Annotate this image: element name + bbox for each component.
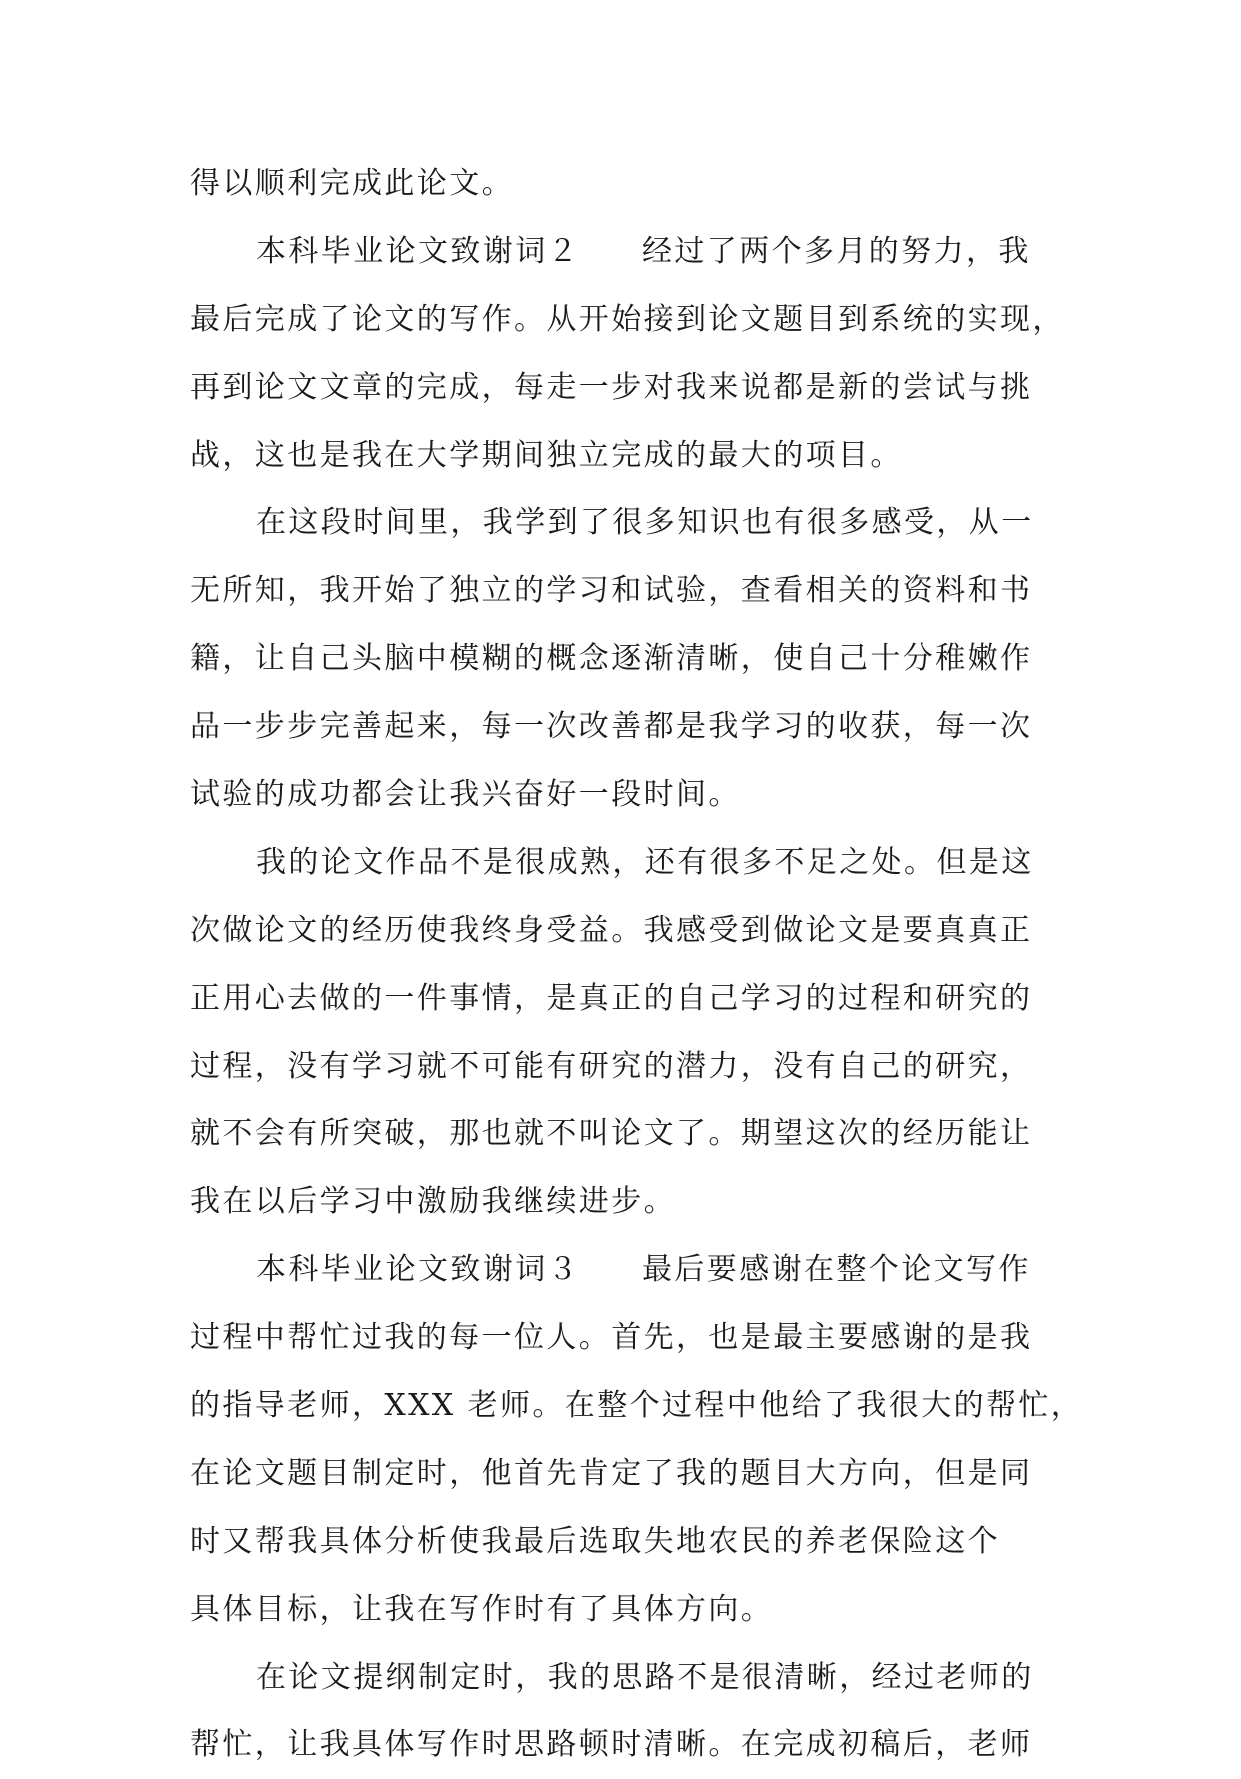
text-line: 的指导老师，XXX 老师。在整个过程中他给了我很大的帮忙， bbox=[190, 1388, 1084, 1424]
text-line: 过程，没有学习就不可能有研究的潜力，没有自己的研究， bbox=[190, 1048, 1033, 1084]
text-line: 试验的成功都会让我兴奋好一段时间。 bbox=[190, 777, 741, 813]
line-text: 经过了两个多月的努力，我 bbox=[642, 233, 1031, 269]
section-heading: 本科毕业论文致谢词３ bbox=[256, 1252, 580, 1288]
text-line: 最后完成了论文的写作。从开始接到论文题目到系统的实现， bbox=[190, 301, 1065, 337]
line-text: 最后要感谢在整个论文写作 bbox=[642, 1252, 1031, 1288]
text-line: 时又帮我具体分析使我最后选取失地农民的养老保险这个 bbox=[190, 1523, 1000, 1559]
text-line bbox=[190, 218, 1070, 286]
text-line: 再到论文文章的完成，每走一步对我来说都是新的尝试与挑 bbox=[190, 369, 1033, 405]
text-line: 在论文题目制定时，他首先肯定了我的题目大方向，但是同 bbox=[190, 1455, 1033, 1491]
text-line: 在论文提纲制定时，我的思路不是很清晰，经过老师的 bbox=[256, 1659, 1034, 1695]
text-line: 就不会有所突破，那也就不叫论文了。期望这次的经历能让 bbox=[190, 1116, 1033, 1152]
text-line: 无所知，我开始了独立的学习和试验，查看相关的资料和书 bbox=[190, 573, 1033, 609]
text-line: 得以顺利完成此论文。 bbox=[190, 166, 514, 201]
document-body bbox=[190, 150, 1084, 1779]
text-line: 过程中帮忙过我的每一位人。首先，也是最主要感谢的是我 bbox=[190, 1320, 1033, 1356]
text-line: 籍，让自己头脑中模糊的概念逐渐清晰，使自己十分稚嫩作 bbox=[190, 641, 1033, 677]
text-line: 在这段时间里，我学到了很多知识也有很多感受，从一 bbox=[256, 505, 1034, 541]
text-line: 我的论文作品不是很成熟，还有很多不足之处。但是这 bbox=[256, 844, 1034, 880]
text-line: 战，这也是我在大学期间独立完成的最大的项目。 bbox=[190, 437, 903, 473]
text-line bbox=[190, 1236, 1070, 1304]
text-line: 帮忙，让我具体写作时思路顿时清晰。在完成初稿后，老师 bbox=[190, 1727, 1033, 1763]
text-line: 具体目标，让我在写作时有了具体方向。 bbox=[190, 1591, 774, 1627]
text-line: 正用心去做的一件事情，是真正的自己学习的过程和研究的 bbox=[190, 980, 1033, 1016]
text-line: 品一步步完善起来，每一次改善都是我学习的收获，每一次 bbox=[190, 709, 1033, 745]
text-line: 次做论文的经历使我终身受益。我感受到做论文是要真真正 bbox=[190, 912, 1033, 948]
section-heading: 本科毕业论文致谢词２ bbox=[256, 233, 580, 269]
text-line: 我在以后学习中激励我继续进步。 bbox=[190, 1184, 676, 1220]
